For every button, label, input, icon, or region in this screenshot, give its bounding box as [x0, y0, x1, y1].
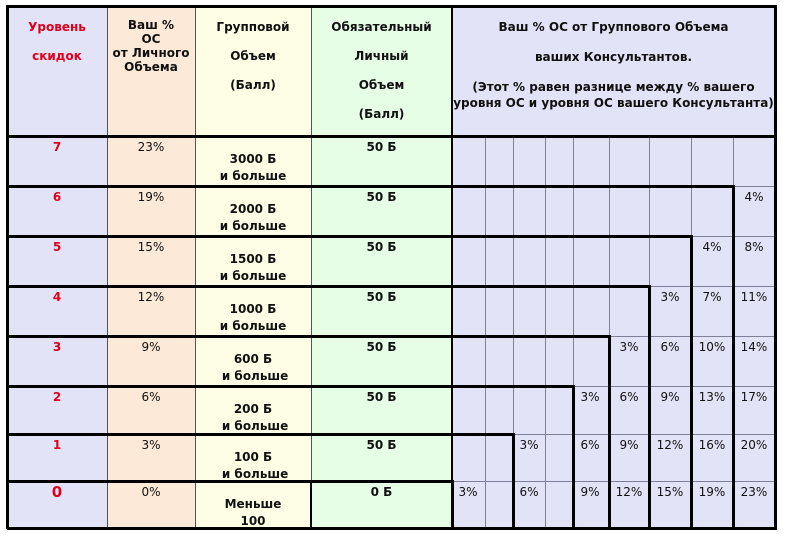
consultant-grid-hline: [452, 481, 775, 482]
row-group-volume: и больше: [219, 269, 287, 283]
header-consultants: (Этот % равен разнице между % вашего: [472, 80, 755, 94]
row-group-volume: 1000 Б: [229, 302, 277, 316]
row-consultant-pct: 9%: [619, 438, 639, 452]
thick-hline: [7, 185, 733, 188]
header-consultants: уровня ОС и уровня ОС вашего Консультанта): [453, 96, 774, 110]
header-level: Уровень: [28, 20, 86, 34]
row-consultant-pct: 19%: [698, 485, 726, 499]
row-required-volume: 50 Б: [366, 190, 397, 204]
row-consultant-pct: 14%: [740, 340, 768, 354]
row-consultant-pct: 3%: [619, 340, 639, 354]
row-required-volume: 50 Б: [366, 390, 397, 404]
row-required-volume: 50 Б: [366, 340, 397, 354]
row-personal-pct: 23%: [137, 140, 165, 154]
row-required-volume: 0 Б: [370, 485, 393, 499]
thick-hline: [7, 385, 573, 388]
header-required-volume: Обязательный: [331, 20, 432, 34]
header-consultants: Ваш % ОС от Группового Объема: [498, 20, 729, 34]
row-level: 2: [52, 390, 62, 404]
row-personal-pct: 3%: [141, 438, 161, 452]
row-consultant-pct: 9%: [580, 485, 600, 499]
thick-hline: [7, 5, 777, 8]
row-level: 3: [52, 340, 62, 354]
row-group-volume: и больше: [219, 219, 287, 233]
row-personal-pct: 0%: [141, 485, 161, 499]
row-level: 4: [52, 290, 62, 304]
thick-hline: [7, 235, 691, 238]
header-level: скидок: [32, 49, 82, 63]
row-required-volume: 50 Б: [366, 290, 397, 304]
header-group-volume: (Балл): [230, 78, 276, 92]
row-personal-pct: 12%: [137, 290, 165, 304]
header-personal-pct: от Личного: [112, 46, 190, 60]
row-consultant-pct: 16%: [698, 438, 726, 452]
row-consultant-pct: 12%: [615, 485, 643, 499]
thick-hline: [7, 335, 609, 338]
row-required-volume: 50 Б: [366, 438, 397, 452]
row-consultant-pct: 4%: [702, 240, 722, 254]
thick-vline: [732, 185, 735, 528]
header-required-volume: Объем: [358, 78, 405, 92]
row-group-volume: 1500 Б: [229, 252, 277, 266]
row-personal-pct: 9%: [141, 340, 161, 354]
row-consultant-pct: 8%: [744, 240, 764, 254]
thick-hline: [7, 285, 649, 288]
row-consultant-pct: 11%: [740, 290, 768, 304]
thick-vline: [608, 335, 611, 528]
row-consultant-pct: 3%: [660, 290, 680, 304]
row-personal-pct: 15%: [137, 240, 165, 254]
row-consultant-pct: 17%: [740, 390, 768, 404]
row-consultant-pct: 3%: [580, 390, 600, 404]
header-personal-pct: Объема: [124, 60, 178, 74]
row-consultant-pct: 13%: [698, 390, 726, 404]
row-level: 0: [51, 483, 63, 501]
row-consultant-pct: 6%: [580, 438, 600, 452]
row-group-volume: 100: [240, 514, 266, 528]
row-consultant-pct: 3%: [519, 438, 539, 452]
row-consultant-pct: 6%: [660, 340, 680, 354]
row-consultant-pct: 23%: [740, 485, 768, 499]
row-group-volume: и больше: [217, 419, 289, 433]
row-consultant-pct: 4%: [744, 190, 764, 204]
row-group-volume: 100 Б: [233, 450, 273, 464]
row-consultant-pct: 15%: [656, 485, 684, 499]
thick-hline: [7, 433, 513, 436]
row-consultant-pct: 12%: [656, 438, 684, 452]
thick-hline: [7, 135, 775, 138]
row-group-volume: 3000 Б: [229, 152, 277, 166]
row-consultant-pct: 9%: [660, 390, 680, 404]
consultant-grid-vline: [485, 136, 486, 528]
row-level: 5: [52, 240, 62, 254]
row-consultant-pct: 7%: [702, 290, 722, 304]
row-group-volume: Меньше: [224, 497, 282, 511]
row-personal-pct: 6%: [141, 390, 161, 404]
thick-hline: [7, 527, 777, 530]
row-group-volume: и больше: [219, 319, 287, 333]
row-consultant-pct: 6%: [619, 390, 639, 404]
row-required-volume: 50 Б: [366, 240, 397, 254]
row-consultant-pct: 6%: [519, 485, 539, 499]
row-group-volume: 2000 Б: [229, 202, 277, 216]
row-consultant-pct: 10%: [698, 340, 726, 354]
row-group-volume: и больше: [217, 467, 289, 481]
header-personal-pct: Ваш %: [127, 18, 175, 32]
row-personal-pct: 19%: [137, 190, 165, 204]
header-group-volume: Групповой: [216, 20, 290, 34]
row-required-volume: 50 Б: [366, 140, 397, 154]
row-group-volume: 600 Б: [233, 352, 273, 366]
row-level: 7: [52, 140, 62, 154]
row-group-volume: 200 Б: [233, 402, 273, 416]
row-consultant-pct: 20%: [740, 438, 768, 452]
thick-hline: [311, 480, 452, 482]
row-level: 6: [52, 190, 62, 204]
thick-vline: [572, 385, 575, 528]
header-consultants: ваших Консультантов.: [534, 50, 693, 64]
row-group-volume: и больше: [219, 169, 287, 183]
row-group-volume: и больше: [217, 369, 289, 383]
header-group-volume: Объем: [230, 49, 276, 63]
row-consultant-pct: 3%: [458, 485, 478, 499]
consultant-grid-vline: [545, 136, 546, 528]
header-required-volume: (Балл): [358, 107, 405, 121]
header-required-volume: Личный: [354, 49, 409, 63]
row-level: 1: [52, 438, 62, 452]
header-personal-pct: ОС: [141, 32, 161, 46]
